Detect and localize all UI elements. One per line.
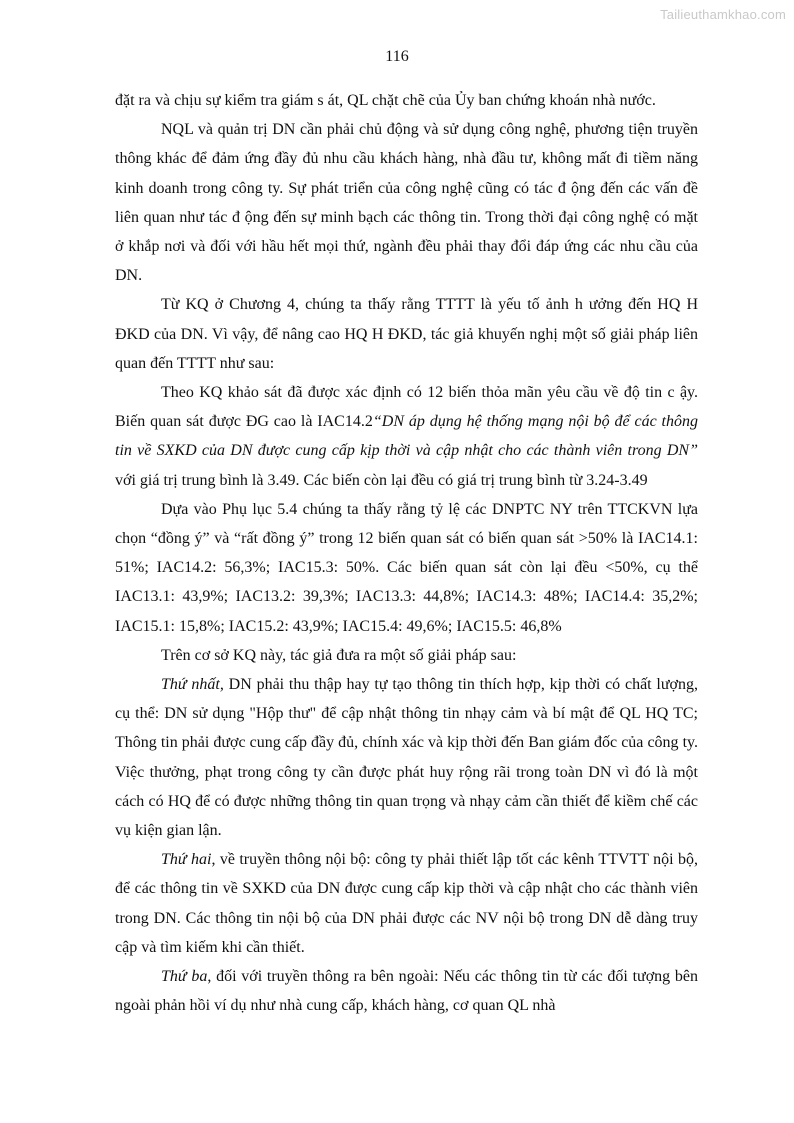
survey-text-end: với giá trị trung bình là 3.49. Các biến còn lại đều có giá trị trung bình từ 3.24-3.49 (115, 471, 648, 489)
watermark: Tailieuthamkhao.com (660, 7, 786, 22)
survey-text-start: Theo KQ khảo sát đã được xác định có 12 biến thỏa mãn yêu cầu về độ tin c ậy. Biến quan sát được ĐG cao là IAC14.2 (115, 384, 698, 431)
solution-second-text: , về truyền thông nội bộ: công ty phải thiết lập tốt các kênh TTVTT nội bộ, để các thông tin về SXKD của DN được cung cấp kịp thời và cập nhật cho các thành viên trong DN. Các thông tin nội bộ của DN phải được các NV nội bộ trong DN dễ dàng truy cập và tìm kiếm khi cần thiết. (115, 851, 698, 956)
paragraph-continuation: đặt ra và chịu sự kiểm tra giám s át, QL chặt chẽ của Ủy ban chứng khoán nhà nước. (115, 92, 656, 109)
solution-third-label: Thứ ba (161, 968, 208, 986)
solution-first-label: Thứ nhất, (161, 676, 224, 694)
paragraph-solution-first (115, 670, 698, 845)
paragraph-solution-third (115, 962, 698, 1020)
page-number: 116 (385, 48, 409, 65)
solution-second-label: Thứ hai (161, 851, 212, 869)
paragraph-solutions-intro: Trên cơ sở KQ này, tác giả đưa ra một số giải pháp sau: (161, 646, 517, 664)
paragraph-chapter4-findings: Từ KQ ở Chương 4, chúng ta thấy rằng TTTT là yếu tố ảnh h ưởng đến HQ H ĐKD của DN. Vì vậy, để nâng cao HQ H ĐKD, tác giả khuyến nghị một số giải pháp liên quan đến TTTT như sau: (115, 296, 698, 372)
paragraph-technology: NQL và quản trị DN cần phải chủ động và sử dụng công nghệ, phương tiện truyền thông khác để đảm ứng đầy đủ nhu cầu khách hàng, nhà đầu tư, không mất đi tiềm năng kinh doanh trong công ty. Sự phát triển của công nghệ cũng có tác đ ộng đến các vấn đề liên quan như tác đ ộng đến sự minh bạch các thông tin. Trong thời đại công nghệ có mặt ở khắp nơi và đối với hầu hết mọi thứ, ngành đều phải thay đổi đáp ứng các nhu cầu của DN. (115, 121, 698, 285)
solution-third-text: , đối với truyền thông ra bên ngoài: Nếu các thông tin từ các đối tượng bên ngoài phản hồi ví dụ như nhà cung cấp, khách hàng, cơ quan QL nhà (115, 968, 699, 1015)
document-body (115, 86, 698, 1021)
solution-first-text: DN phải thu thập hay tự tạo thông tin thích hợp, kịp thời có chất lượng, cụ thể: DN sử dụng "Hộp thư" để cập nhật thông tin nhạy cảm và bí mật để QL HQ TC; Thông tin phải được cung cấp đầy đủ, chính xác và kịp thời đến Ban giám đốc của công ty. Việc thưởng, phạt trong công ty cần được phát huy rộng rãi trong toàn DN vì đó là một cách có HQ để có được những thông tin quan trọng và nhạy cảm cần thiết để kiềm chế các vụ kiện gian lận. (115, 676, 698, 840)
paragraph-appendix-rates: Dựa vào Phụ lục 5.4 chúng ta thấy rằng tỷ lệ các DNPTC NY trên TTCKVN lựa chọn “đồng ý” và “rất đồng ý” trong 12 biến quan sát có biến quan sát >50% là IAC14.1: 51%; IAC14.2: 56,3%; IAC15.3: 50%. Các biến quan sát còn lại đều <50%, cụ thể IAC13.1: 43,9%; IAC13.2: 39,3%; IAC13.3: 44,8%; IAC14.3: 48%; IAC14.4: 35,2%; IAC15.1: 15,8%; IAC15.2: 43,9%; IAC15.4: 49,6%; IAC15.5: 46,8% (115, 500, 698, 635)
paragraph-solution-second (115, 845, 698, 962)
paragraph-survey-results (115, 378, 698, 495)
survey-quote: “DN áp dụng hệ thống mạng nội bộ để các thông tin về SXKD của DN được cung cấp kịp thời và cập nhật cho các thành viên trong DN” (115, 413, 699, 460)
